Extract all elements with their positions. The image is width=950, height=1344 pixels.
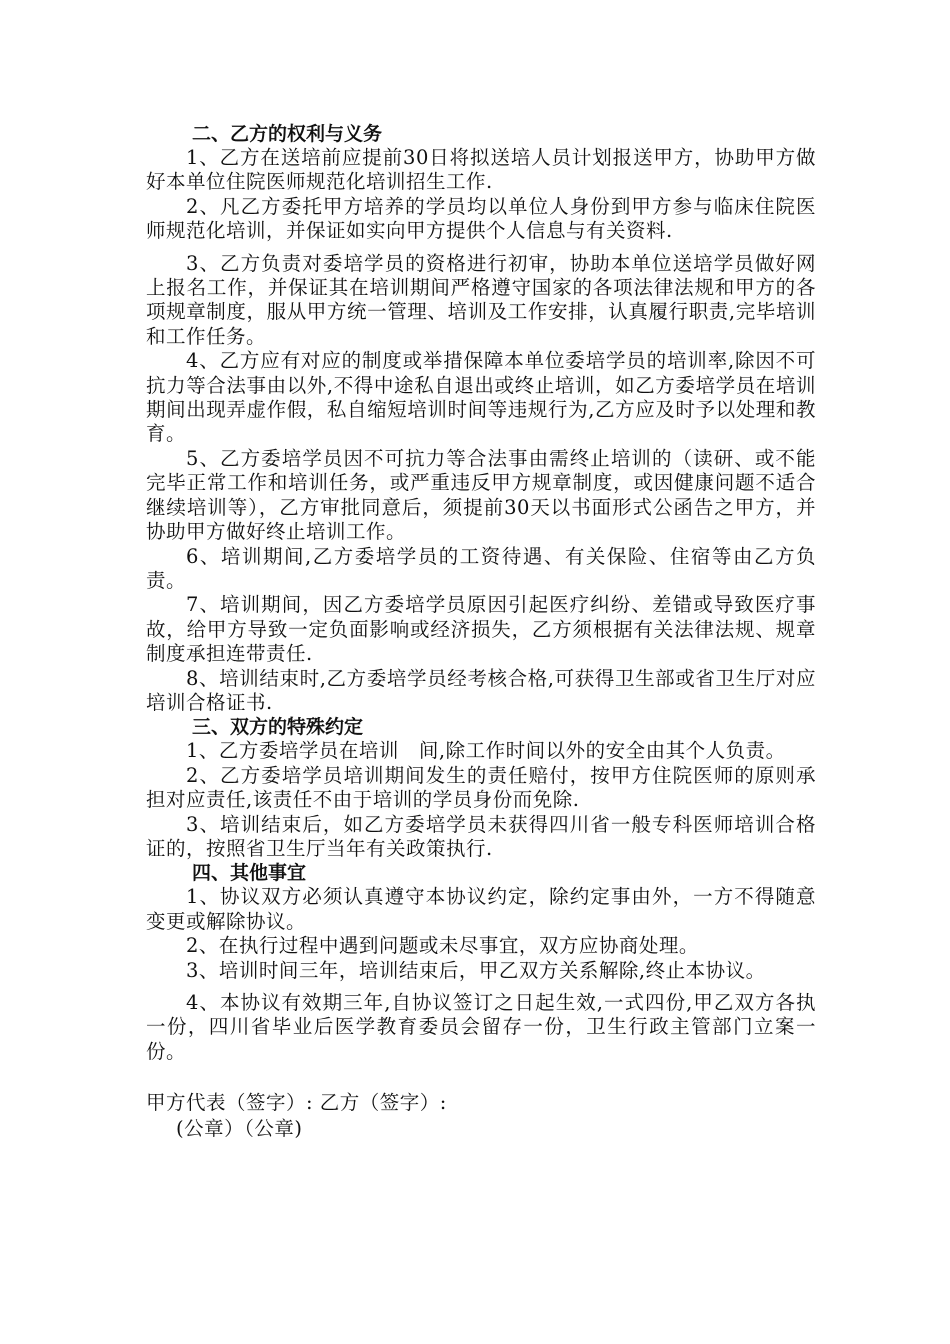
paragraph: 4、乙方应有对应的制度或举措保障本单位委培学员的培训率,除因不可抗力等合法事由以外,不得中途私自退出或终止培训，如乙方委培学员在培训期间出现弄虚作假，私自缩短培训时间等违规行为,乙方应及时予以处理和教育。 [146, 349, 816, 446]
paragraph: 6、培训期间,乙方委培学员的工资待遇、有关保险、住宿等由乙方负责。 [146, 544, 816, 592]
section-heading-special-agreements: 三、双方的特殊约定 [192, 716, 364, 739]
section-heading-party-b-rights: 二、乙方的权利与义务 [192, 123, 383, 145]
paragraph: 1、协议双方必须认真遵守本协议约定，除约定事由外，一方不得随意变更或解除协议。 [146, 885, 816, 933]
section-heading-other-matters: 四、其他事宜 [192, 862, 307, 885]
paragraph: 2、乙方委培学员培训期间发生的责任赔付，按甲方住院医师的原则承担对应责任,该责任不由于培训的学员身份而免除. [146, 763, 816, 812]
paragraph: 4、本协议有效期三年,自协议签订之日起生效,一式四份,甲乙双方各执一份，四川省毕业后医学教育委员会留存一份，卫生行政主管部门立案一份。 [146, 991, 816, 1063]
paragraph: 7、培训期间，因乙方委培学员原因引起医疗纠纷、差错或导致医疗事故，给甲方导致一定负面影响或经济损失，乙方须根据有关法律法规、规章制度承担连带责任. [146, 593, 816, 666]
paragraph: 3、培训时间三年，培训结束后，甲乙双方关系解除,终止本协议。 [186, 958, 766, 982]
document-page [146, 122, 816, 1142]
paragraph: 1、乙方委培学员在培训 间,除工作时间以外的安全由其个人负责。 [186, 739, 786, 763]
paragraph: 2、在执行过程中遇到问题或未尽事宜，双方应协商处理。 [186, 934, 699, 958]
signature-block [146, 1090, 816, 1142]
paragraph: 3、乙方负责对委培学员的资格进行初审，协助本单位送培学员做好网上报名工作，并保证其在培训期间严格遵守国家的各项法律法规和甲方的各项规章制度，服从甲方统一管理、培训及工作安排，认真履行职责,完毕培训和工作任务。 [146, 251, 816, 348]
paragraph: 3、培训结束后，如乙方委培学员未获得四川省一般专科医师培训合格证的，按照省卫生厅当年有关政策执行. [146, 812, 816, 860]
signature-line: 甲方代表（签字）: 乙方（签字）: [146, 1091, 447, 1115]
paragraph: 5、乙方委培学员因不可抗力等合法事由需终止培训的（读研、或不能完毕正常工作和培训任务，或严重违反甲方规章制度，或因健康问题不适合继续培训等），乙方审批同意后，须提前30天以书面形式公函告之甲方，并协助甲方做好终止培训工作。 [146, 446, 816, 544]
paragraph: 1、乙方在送培前应提前30日将拟送培人员计划报送甲方，协助甲方做好本单位住院医师规范化培训招生工作. [146, 146, 816, 194]
seal-line: (公章）（公章) [176, 1117, 303, 1141]
paragraph: 8、培训结束时,乙方委培学员经考核合格,可获得卫生部或省卫生厅对应培训合格证书. [146, 666, 816, 714]
paragraph: 2、凡乙方委托甲方培养的学员均以单位人身份到甲方参与临床住院医师规范化培训，并保证如实向甲方提供个人信息与有关资料. [146, 194, 816, 243]
